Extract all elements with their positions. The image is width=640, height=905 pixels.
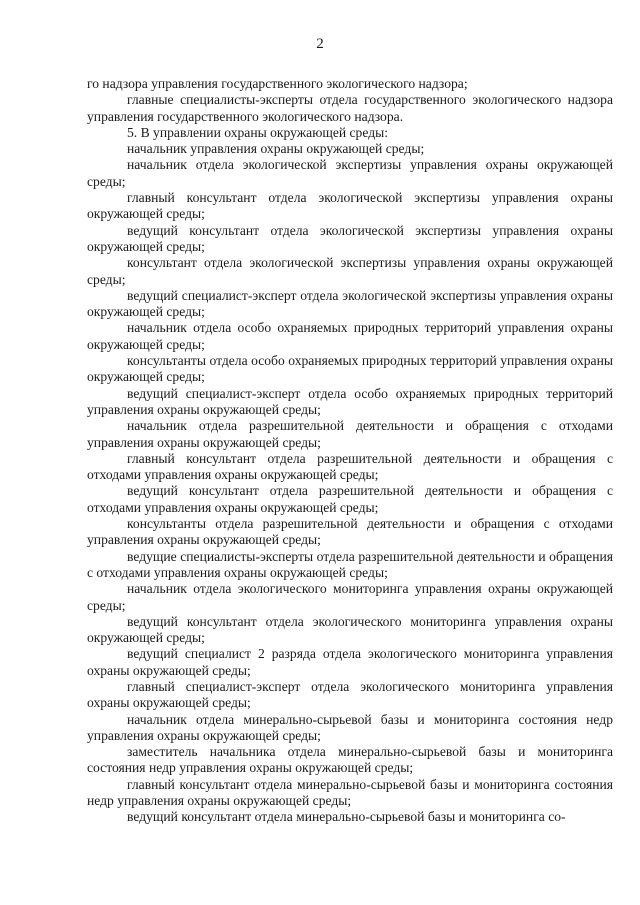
paragraph: начальник отдела особо охраняемых природных территорий управления охраны окружающей среды; — [87, 320, 613, 352]
paragraph: го надзора управления государственного экологического надзора; — [87, 76, 468, 91]
paragraph: начальник управления охраны окружающей среды; — [127, 141, 425, 157]
paragraph: ведущий специалист 2 разряда отдела экологического мониторинга управления охраны окружающей среды; — [87, 646, 613, 678]
paragraph: начальник отдела минерально-сырьевой базы и мониторинга состояния недр управления охраны окружающей среды; — [87, 711, 613, 743]
paragraph: ведущий специалист-эксперт отдела особо охраняемых природных территорий управления охраны окружающей среды; — [87, 385, 613, 417]
paragraph: главный консультант отдела разрешительной деятельности и обращения с отходами управления охраны окружающей среды; — [87, 450, 613, 483]
paragraph: ведущий консультант отдела экологической экспертизы управления охраны окружающей среды; — [87, 222, 613, 254]
paragraph: начальник отдела экологической экспертизы управления охраны окружающей среды; — [87, 157, 613, 189]
paragraph: начальник отдела экологического мониторинга управления охраны окружающей среды; — [87, 581, 613, 613]
paragraph: ведущий консультант отдела разрешительной деятельности и обращения с отходами управления охраны окружающей среды; — [87, 483, 613, 515]
paragraph: главный специалист-эксперт отдела экологического мониторинга управления охраны окружающей среды; — [87, 678, 613, 711]
paragraph: начальник отдела разрешительной деятельности и обращения с отходами управления охраны окружающей среды; — [87, 418, 613, 450]
document-body — [87, 76, 613, 826]
paragraph: главный консультант отдела экологической экспертизы управления охраны окружающей среды; — [87, 190, 613, 222]
paragraph: заместитель начальника отдела минерально-сырьевой базы и мониторинга состояния недр управления охраны окружающей среды; — [87, 744, 613, 776]
paragraph: ведущие специалисты-эксперты отдела разрешительной деятельности и обращения с отходами управления охраны окружающей среды; — [87, 548, 613, 580]
page-number: 2 — [316, 36, 324, 52]
paragraph: главный консультант отдела минерально-сырьевой базы и мониторинга состояния недр управления охраны окружающей среды; — [87, 776, 613, 809]
paragraph: ведущий специалист-эксперт отдела экологической экспертизы управления охраны окружающей среды; — [87, 287, 613, 320]
paragraph: главные специалисты-эксперты отдела государственного экологического надзора управления государственного экологического надзора. — [87, 92, 613, 124]
paragraph: консультанты отдела особо охраняемых природных территорий управления охраны окружающей среды; — [87, 353, 613, 385]
section-heading: 5. В управлении охраны окружающей среды: — [127, 124, 389, 140]
paragraph: консультант отдела экологической экспертизы управления охраны окружающей среды; — [87, 255, 613, 287]
paragraph: консультанты отдела разрешительной деятельности и обращения с отходами управления охраны окружающей среды; — [87, 516, 613, 548]
paragraph: ведущий консультант отдела экологического мониторинга управления охраны окружающей среды; — [87, 613, 613, 646]
paragraph: ведущий консультант отдела минерально-сырьевой базы и мониторинга со- — [127, 809, 566, 825]
